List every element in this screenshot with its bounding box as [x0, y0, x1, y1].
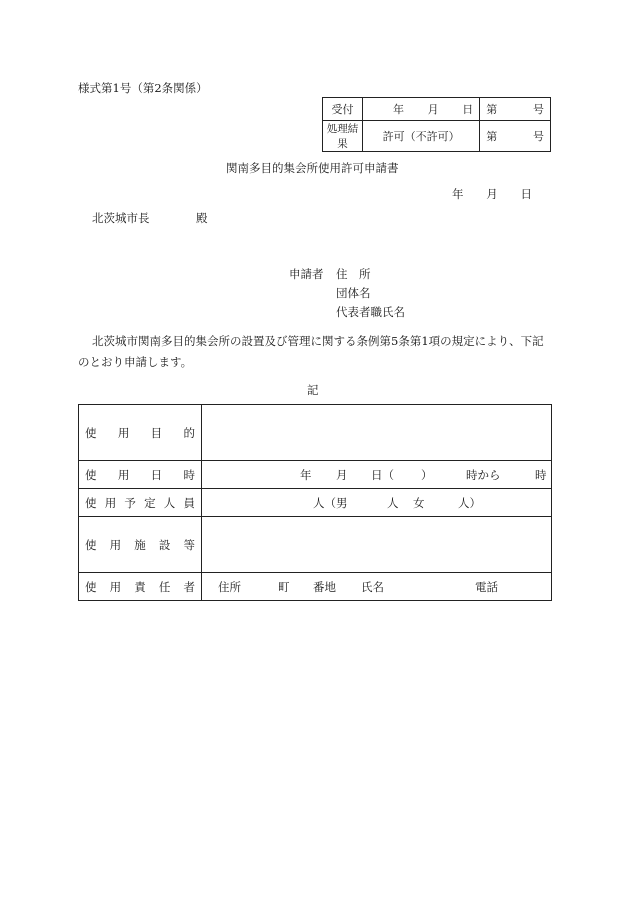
dt-to: 時 [535, 467, 547, 482]
facility-label [79, 517, 202, 573]
label-char: 使 [85, 467, 97, 482]
label-char: 使 [85, 425, 97, 440]
addressee-honorific: 殿 [196, 211, 208, 225]
date-day: 日 [520, 187, 532, 201]
resp-name: 氏名 [361, 579, 384, 594]
dt-year: 年 [300, 467, 312, 482]
receipt-box [322, 97, 551, 152]
facility-field[interactable] [202, 517, 552, 573]
label-char: 目 [150, 425, 163, 440]
resp-town: 町 [278, 579, 290, 594]
row-people [79, 489, 552, 517]
people-label [79, 489, 202, 517]
date-year: 年 [452, 187, 464, 201]
people-part3: 女 [413, 495, 425, 510]
body-text-line1: 北茨城市関南多目的集会所の設置及び管理に関する条例第5条第1項の規定により、下記 [92, 334, 544, 348]
dt-close: ） [421, 467, 433, 482]
label-char: 用 [109, 579, 122, 594]
applicant-label: 申請者 [289, 267, 324, 281]
purpose-field[interactable] [202, 405, 552, 461]
label-char: 使 [85, 537, 97, 552]
dt-month: 月 [336, 467, 348, 482]
receipt-month: 月 [427, 103, 439, 116]
label-char: 任 [158, 579, 171, 594]
people-part1: 人（男 [313, 495, 348, 510]
label-char: 等 [183, 537, 195, 552]
people-part2: 人 [387, 495, 399, 510]
date-month: 月 [486, 187, 498, 201]
label-char: 設 [158, 537, 171, 552]
receipt-no-prefix: 第 [486, 103, 498, 116]
label-char: 人 [163, 495, 176, 510]
receipt-date [362, 98, 479, 121]
label-char: 用 [104, 495, 117, 510]
receipt-no-suffix: 号 [533, 103, 544, 116]
label-char: 責 [134, 579, 146, 594]
label-char: 日 [150, 467, 163, 482]
responsible-field[interactable] [202, 573, 552, 601]
datetime-label [79, 461, 202, 489]
result-no-suffix: 号 [533, 130, 544, 143]
label-char: 員 [183, 495, 195, 510]
result-label: 処理結果 [323, 121, 363, 152]
row-datetime [79, 461, 552, 489]
purpose-label [79, 405, 202, 461]
people-part4: 人） [458, 495, 481, 510]
label-char: 定 [144, 495, 156, 510]
label-char: 用 [117, 425, 130, 440]
row-purpose [79, 405, 552, 461]
ki-label: 記 [307, 383, 319, 397]
resp-address: 住所 [218, 579, 241, 594]
addressee-name: 北茨城市長 [92, 211, 150, 225]
dt-from: 時から [466, 467, 501, 482]
date-line [452, 186, 532, 202]
receipt-day: 日 [462, 103, 474, 116]
receipt-number [480, 98, 551, 121]
form-number: 様式第1号（第2条関係） [78, 81, 208, 95]
label-char: 時 [183, 467, 195, 482]
resp-tel: 電話 [475, 579, 498, 594]
body-text-line2: のとおり申請します。 [78, 355, 193, 369]
document-title: 関南多目的集会所使用許可申請書 [226, 161, 399, 175]
label-char: 予 [124, 495, 136, 510]
application-table [78, 404, 552, 601]
label-char: 用 [109, 537, 122, 552]
label-char: 者 [183, 579, 195, 594]
receipt-label: 受付 [323, 98, 363, 121]
responsible-label [79, 573, 202, 601]
label-char: 用 [117, 467, 130, 482]
row-responsible [79, 573, 552, 601]
dt-day: 日（ [371, 467, 394, 482]
resp-banchi: 番地 [313, 579, 336, 594]
result-number [480, 121, 551, 152]
result-no-prefix: 第 [486, 130, 498, 143]
applicant-rep: 代表者職氏名 [336, 305, 405, 319]
applicant-group: 団体名 [336, 286, 371, 300]
label-char: 施 [134, 537, 146, 552]
label-char: 的 [183, 425, 195, 440]
datetime-field[interactable] [202, 461, 552, 489]
label-char: 使 [85, 495, 97, 510]
label-char: 使 [85, 579, 97, 594]
row-facility [79, 517, 552, 573]
people-field[interactable] [202, 489, 552, 517]
applicant-address: 住 所 [336, 267, 371, 281]
receipt-year: 年 [392, 103, 404, 116]
result-value: 許可（不許可） [362, 121, 479, 152]
